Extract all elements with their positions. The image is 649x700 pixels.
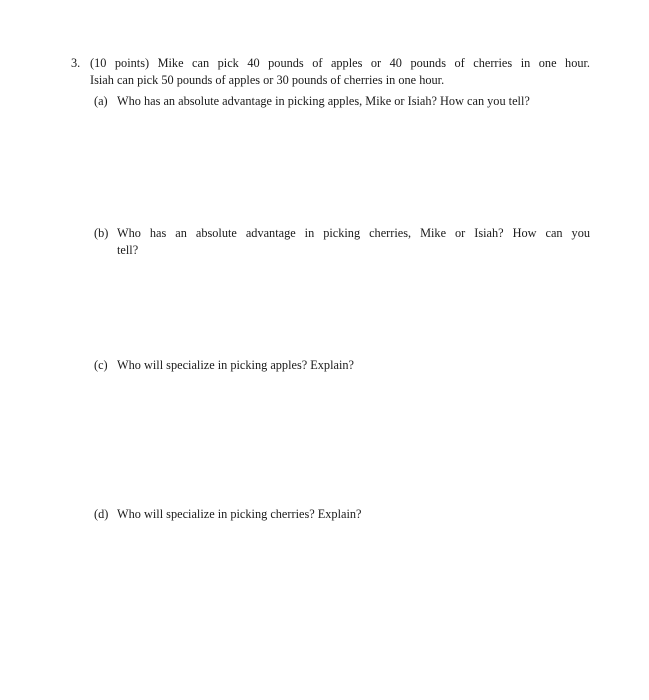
part-a-question: Who has an absolute advantage in picking apples, Mike or Isiah? How can you tell?	[117, 94, 530, 108]
part-c	[94, 357, 590, 374]
part-d-question: Who will specialize in picking cherries? Explain?	[117, 507, 362, 521]
part-a	[94, 93, 590, 110]
part-c-question: Who will specialize in picking apples? Explain?	[117, 358, 354, 372]
part-b-question-line-2: tell?	[117, 243, 139, 257]
problem-stem	[90, 55, 590, 89]
part-b-label: (b)	[94, 226, 109, 240]
problem-number: 3.	[71, 56, 81, 70]
part-b-question-line-1: Who has an absolute advantage in picking cherries, Mike or Isiah? How can you	[117, 226, 590, 240]
part-d-label: (d)	[94, 507, 109, 521]
problem-stem-line-1: (10 points) Mike can pick 40 pounds of apples or 40 pounds of cherries in one hour.	[90, 56, 590, 70]
part-a-label: (a)	[94, 94, 108, 108]
part-c-label: (c)	[94, 358, 108, 372]
part-b	[94, 225, 590, 259]
part-d	[94, 506, 590, 523]
part-b-question	[117, 225, 590, 259]
problem-stem-line-2: Isiah can pick 50 pounds of apples or 30 pounds of cherries in one hour.	[90, 73, 445, 87]
